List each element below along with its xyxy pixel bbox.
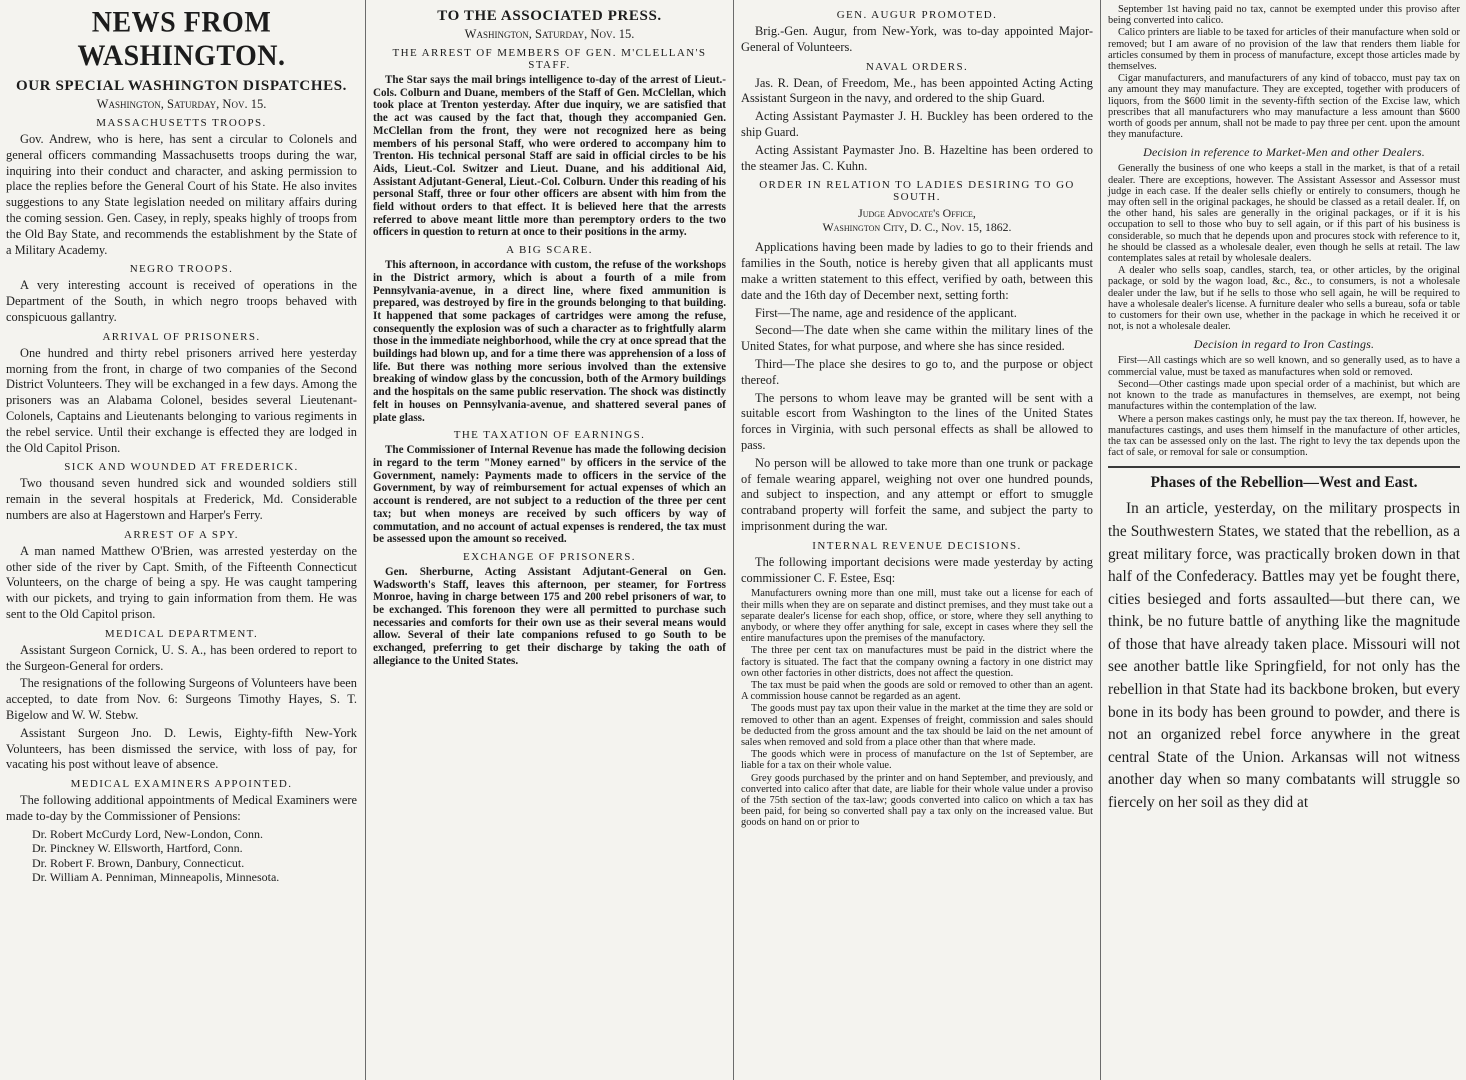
subhead: TO THE ASSOCIATED PRESS.: [437, 8, 662, 24]
paragraph: The goods must pay tax upon their value in the market at the time they are sold or removed to other than an agent. Expenses of freight, commission and sales should be deducted from the gross amount and the tax should be laid on the net amount of sales when removed and sold from a place other than that where made.: [741, 703, 1093, 748]
section-heading: SICK AND WOUNDED AT FREDERICK.: [64, 461, 299, 474]
section-heading: ORDER IN RELATION TO LADIES DESIRING TO GO SOUTH.: [759, 179, 1075, 204]
section-heading: ARREST OF A SPY.: [124, 528, 239, 541]
paragraph: The following additional appointments of Medical Examiners were made to-day by the Commissioner of Pensions:: [6, 793, 357, 823]
paragraph: First—All castings which are so well known, and so generally used, as to have a commercial value, must be taxed as manufactures when sold or removed.: [1108, 355, 1460, 378]
paragraph: Second—Other castings made upon special order of a machinist, but which are not known to the trade as manufactures in themselves, are exempt, not being manufactures within the contemplation of the law.: [1108, 378, 1460, 413]
tax-decisions: [1108, 4, 1460, 140]
column-rule: [1100, 0, 1101, 1080]
paragraph: The three per cent tax on manufactures must be paid in the district where the factory is situated. The fact that the company owning a factory in one district may own other factories in other districts, does not affect the question.: [741, 645, 1093, 679]
paragraph: The resignations of the following Surgeons of Volunteers have been accepted, to date from Nov. 6: Surgeons Timothy Hayes, S. T. Bigelow and W. W. Stebw.: [6, 676, 357, 722]
paragraph: Acting Assistant Paymaster J. H. Buckley has been ordered to the ship Guard.: [741, 109, 1093, 139]
headline: NEWS FROM WASHINGTON.: [77, 6, 286, 73]
column-4: [1102, 0, 1466, 1080]
list-item: Dr. William A. Penniman, Minneapolis, Minnesota.: [32, 870, 280, 885]
section-heading: Decision in reference to Market-Men and other Dealers.: [1143, 145, 1425, 160]
paragraph: Manufacturers owning more than one mill, must take out a license for each of their mills when they are on separate and distinct premises, and they must take out a separate dealer's license for each shop, office, or store, where they sell anything to anybody, or where they offer anything for sale, except in cases where they sell the entire manufactures upon the premises of the manufactory.: [741, 588, 1093, 645]
paragraph: Second—The date when she came within the military lines of the United States, for what purpose, and where she has since resided.: [741, 323, 1093, 354]
paragraph: September 1st having paid no tax, cannot be exempted under this proviso after being converted into calico.: [1108, 4, 1460, 27]
paragraph: A very interesting account is received of operations in the Department of the South, in which negro troops behaved with conspicuous gallantry.: [6, 278, 357, 324]
dateline: Washington, Saturday, Nov. 15.: [464, 27, 635, 41]
paragraph: Brig.-Gen. Augur, from New-York, was to-day appointed Major-General of Volunteers.: [741, 24, 1093, 54]
editorial-text: In an article, yesterday, on the military prospects in the Southwestern States, we stated that the rebellion, as a great military force, was practically broken down in that half of the Confederacy. Battles may yet be fought there, cities besieged and forts assaulted—but there can, we think, be no future battle of anything like the magnitude of those that have already taken place. Missouri will not see another battle like Springfield, for not only has the rebellion in that State had its backbone broken, but every bone in its body has been ground to powder, and there is not an organized rebel force anywhere in the great central State of the Union. Arkansas will not witness another day when so many combatants will struggle so fiercely on her soil as they did at: [1108, 500, 1460, 812]
section-heading: Decision in regard to Iron Castings.: [1193, 337, 1375, 352]
column-rule: [365, 0, 366, 1080]
sections: [373, 47, 726, 668]
paragraph: The tax must be paid when the goods are sold or removed to other than an agent. A commission house cannot be regarded as an agent.: [741, 679, 1093, 703]
paragraph: The Commissioner of Internal Revenue has made the following decision in regard to the term "Money earned" by officers in the service of the Government, namely: Payments made to officers in the service of the Government, by way of reimbursement for actual expenses of which an account is rendered, are not subject to a reduction of the three per cent tax; but when moneys are received by such officers by way of commutation, and no account of actual expenses is rendered, the tax must be assessed upon the amount so received.: [373, 444, 726, 546]
editorial-heading: Phases of the Rebellion—West and East.: [1150, 474, 1418, 492]
column-3: [735, 0, 1099, 1080]
list-item: Dr. Robert F. Brown, Danbury, Connecticut.: [32, 855, 245, 870]
section-heading: NAVAL ORDERS.: [865, 60, 969, 73]
irs-intro: The following important decisions were made yesterday by acting commissioner C. F. Estee, Esq:: [741, 554, 1093, 585]
paragraph: Assistant Surgeon Cornick, U. S. A., has been ordered to report to the Surgeon-General for orders.: [6, 642, 357, 673]
irs-decisions: [741, 588, 1093, 828]
section-heading: MASSACHUSETTS TROOPS.: [96, 117, 267, 129]
section-heading: NEGRO TROOPS.: [129, 263, 234, 276]
editorial-box: [1108, 466, 1460, 814]
iron-decisions: [1108, 355, 1460, 458]
section-heading: MEDICAL EXAMINERS APPOINTED.: [70, 778, 293, 791]
column-2: [367, 0, 732, 1080]
paragraph: The Star says the mail brings intelligence to-day of the arrest of Lieut.-Cols. Colburn and Duane, members of the Staff of Gen. McClellan, which took place at Trenton yesterday. After due inquiry, we are satisfied that the act was caused by the fact that, though they accompanied Gen. McClellan from the front, they were not recognized here as being members of his personal Staff, who were ordered to accompany him to Trenton. His technical personal Staff are said in official circles to be his Aids, Lieut.-Col. Switzer and Lieut. Duane, and his additional Aid, Assistant Adjutant-General, Lieut.-Col. Colburn. Under this reading of his personal Staff, three or four other officers are absent with him from the field without orders to that effect. It is believed here that the arrests referred to above meant little more than peremptory orders to the two officers in question to return at once to their positions in the army.: [373, 74, 726, 239]
section-heading: A BIG SCARE.: [506, 244, 593, 257]
sections: [6, 117, 357, 825]
paragraph: Gov. Andrew, who is here, has sent a circular to Colonels and general officers commanding Massachusetts troops during the war, inquiring into their conduct and character, and asking permission to place the replies before the General Court of his State. He also invites suggestions to any State legislation needed on military affairs during the coming session. Gen. Casey, in reply, speaks highly of troops from the Old Bay State, and recommends the establishment by the State of a Military Academy.: [6, 132, 357, 257]
paragraph: A dealer who sells soap, candles, starch, tea, or other articles, by the original package, or sold by the wagon load, &c., &c., to consumers, is not a wholesale dealer under the law, but if he sells to those who sell again, he will be required to have a wholesale dealer's license. A furniture dealer who sells a bureau, sofa or table to customers for their own use, whether in the package in which he received it or not, is not a wholesale dealer.: [1108, 265, 1460, 333]
paragraph: A man named Matthew O'Brien, was arrested yesterday on the other side of the river by Capt. Smith, of the Fifteenth Connecticut Volunteers, on the charge of being a spy. He was caught tampering with our pickets, and trying to gain information from them. He was sent to the Old Capitol prison.: [6, 543, 357, 621]
paragraph: Acting Assistant Paymaster Jno. B. Hazeltine has been ordered to the steamer Jas. C. Kuhn.: [741, 142, 1093, 173]
list-item: Dr. Pinckney W. Ellsworth, Hartford, Conn.: [32, 841, 243, 856]
section-heading: GEN. AUGUR PROMOTED.: [836, 9, 998, 21]
paragraph: Grey goods purchased by the printer and on hand September, and previously, and converted into calico after that date, are liable for their whole value under a proviso of the 75th section of the tax-law; goods converted into calico on which a tax has been paid, for being so converted shall pay a tax only on the increased value. But goods on hand on or prior to: [741, 772, 1093, 829]
list-item: Dr. Robert McCurdy Lord, New-London, Conn.: [32, 826, 263, 841]
order-text: [741, 240, 1093, 534]
paragraph: Cigar manufacturers, and manufacturers of any kind of tobacco, must pay tax on any amount they may manufacture. They are excepted, together with producers of liquors, from the $600 limit in the seventy-fifth section of the Excise law, which prescribes that all manufacturers who may manufacture a less amount than $600 worth of goods per annum, shall not be made to pay three per cent. upon the amount they manufacture.: [1108, 73, 1460, 141]
order-signature: [741, 206, 1093, 234]
examiner-list: [32, 827, 357, 885]
paragraph: Gen. Sherburne, Acting Assistant Adjutant-General on Gen. Wadsworth's Staff, leaves this afternoon, per steamer, for Fortress Monroe, having in charge between 175 and 200 rebel prisoners of war, to be exchanged. This forenoon they were all permitted to purchase such necessaries and comforts for their own use as their several means would allow. Several of their late companions refused to go South to be exchanged, preferring to get their discharge by taking the oath of allegiance to the United States.: [373, 565, 726, 667]
paragraph: Generally the business of one who keeps a stall in the market, is that of a retail dealer. There are exceptions, however. The Assistant Assessor and Assessor must judge in each case. If the dealer sells chiefly or entirely to consumers, though he may often sell in the original packages, he should be classed as a retail dealer. If, on the other hand, his sales are generally in the original packages, or if it is his occupation to sell to those who buy to sell again, or if this part of his business is considerable, so much that he depends upon and procures stock with reference to it, he should be classed as a wholesale dealer, even though he sells at retail. The law contemplates sales at retail by wholesale dealers.: [1108, 163, 1460, 265]
section-heading: INTERNAL REVENUE DECISIONS.: [812, 539, 1022, 552]
paragraph: One hundred and thirty rebel prisoners arrived here yesterday morning from the front, in charge of two companies of the Second District Volunteers. They will be exchanged in a few days. Among the prisoners was an Alabama Colonel, besides several Lieutenant-Colonels, Captains and Lieutenants belonging to various regiments in the rebel service. Until their exchange is effected they are lodged in the Old Capitol Prison.: [6, 345, 357, 455]
paragraph: Jas. R. Dean, of Freedom, Me., has been appointed Acting Acting Assistant Surgeon in the navy, and ordered to the ship Guard.: [741, 75, 1093, 106]
paragraph: The goods which were in process of manufacture on the 1st of September, are liable for a tax on their whole value.: [741, 749, 1093, 772]
paragraph: Calico printers are liable to be taxed for articles of their manufacture when sold or removed; but I am aware of no provision of the law that renders them liable for articles consumed by them in process of manufacture, except those articles made by themselves.: [1108, 27, 1460, 73]
paragraph: Two thousand seven hundred sick and wounded soldiers still remain in the several hospitals at Frederick, Md. Considerable numbers are also at Hagerstown and Harper's Ferry.: [6, 476, 357, 522]
paragraph: No person will be allowed to take more than one trunk or package of female wearing apparel, weighing not over one hundred pounds, and subject to inspection, and any attempt or effort to smuggle contraband property will forfeit the same, and subject the party to imprisonment during the war.: [741, 455, 1093, 533]
sections: [741, 9, 1093, 203]
paragraph: Where a person makes castings only, he must pay the tax thereon. If, however, he manufactures castings, and uses them himself in the manufacture of other articles, the tax can be assessed only on the last. The right to levy the tax depends upon the fact of sale, or removal for sale or consumption.: [1108, 413, 1460, 459]
signature-place: Washington City, D. C., Nov. 15, 1862.: [822, 220, 1012, 235]
paragraph: Assistant Surgeon Jno. D. Lewis, Eighty-fifth New-York Volunteers, has been dismissed the service, with loss of pay, for vacating his post without leave of absence.: [6, 725, 357, 772]
section-heading: THE TAXATION OF EARNINGS.: [453, 429, 646, 442]
column-rule: [733, 0, 734, 1080]
section-heading: ARRIVAL OF PRISONERS.: [102, 330, 261, 343]
section-heading: THE ARREST OF MEMBERS OF GEN. M'CLELLAN'S STAFF.: [392, 47, 707, 71]
paragraph: This afternoon, in accordance with custom, the refuse of the workshops in the District armory, which is about a fourth of a mile from Pennsylvania-avenue, in a direct line, where fixed ammunition is prepared, was destroyed by fire in the grounds belonging to that building. It happened that some packages of cartridges were among the refuse, consequently the explosion was of such a character as to frightfully alarm those in the immediate neighborhood, while the cry at once spread that the buildings had blown up, and for a time there was apprehension of a loss of life. But there was nothing more serious involved than the extensive breaking of window glass by the concussion, both of the Armory buildings and the hospitals on the same public reservation. The shock was distinctly felt in houses on Pennsylvania-avenue, and shattered several panes of plate glass.: [373, 259, 726, 424]
dateline: Washington, Saturday, Nov. 15.: [96, 97, 267, 111]
signature-office: Judge Advocate's Office,: [858, 206, 976, 221]
subhead: OUR SPECIAL WASHINGTON DISPATCHES.: [15, 78, 348, 94]
paragraph: First—The name, age and residence of the applicant.: [755, 305, 1017, 320]
paragraph: Applications having been made by ladies to go to their friends and families in the South, notice is hereby given that all applicants must make a written statement to this effect, verified by oath, between this date and the 16th day of December next, setting forth:: [741, 240, 1093, 302]
paragraph: Third—The place she desires to go to, and the purpose or object thereof.: [741, 356, 1093, 387]
section-heading: EXCHANGE OF PRISONERS.: [463, 550, 636, 563]
paragraph: The persons to whom leave may be granted will be sent with a suitable escort from Washington to the lines of the United States forces in Virginia, with such personal effects as shall be allowed to pass.: [741, 390, 1093, 452]
column-1: [0, 0, 363, 1080]
section-heading: MEDICAL DEPARTMENT.: [104, 627, 259, 640]
market-decisions: [1108, 163, 1460, 332]
